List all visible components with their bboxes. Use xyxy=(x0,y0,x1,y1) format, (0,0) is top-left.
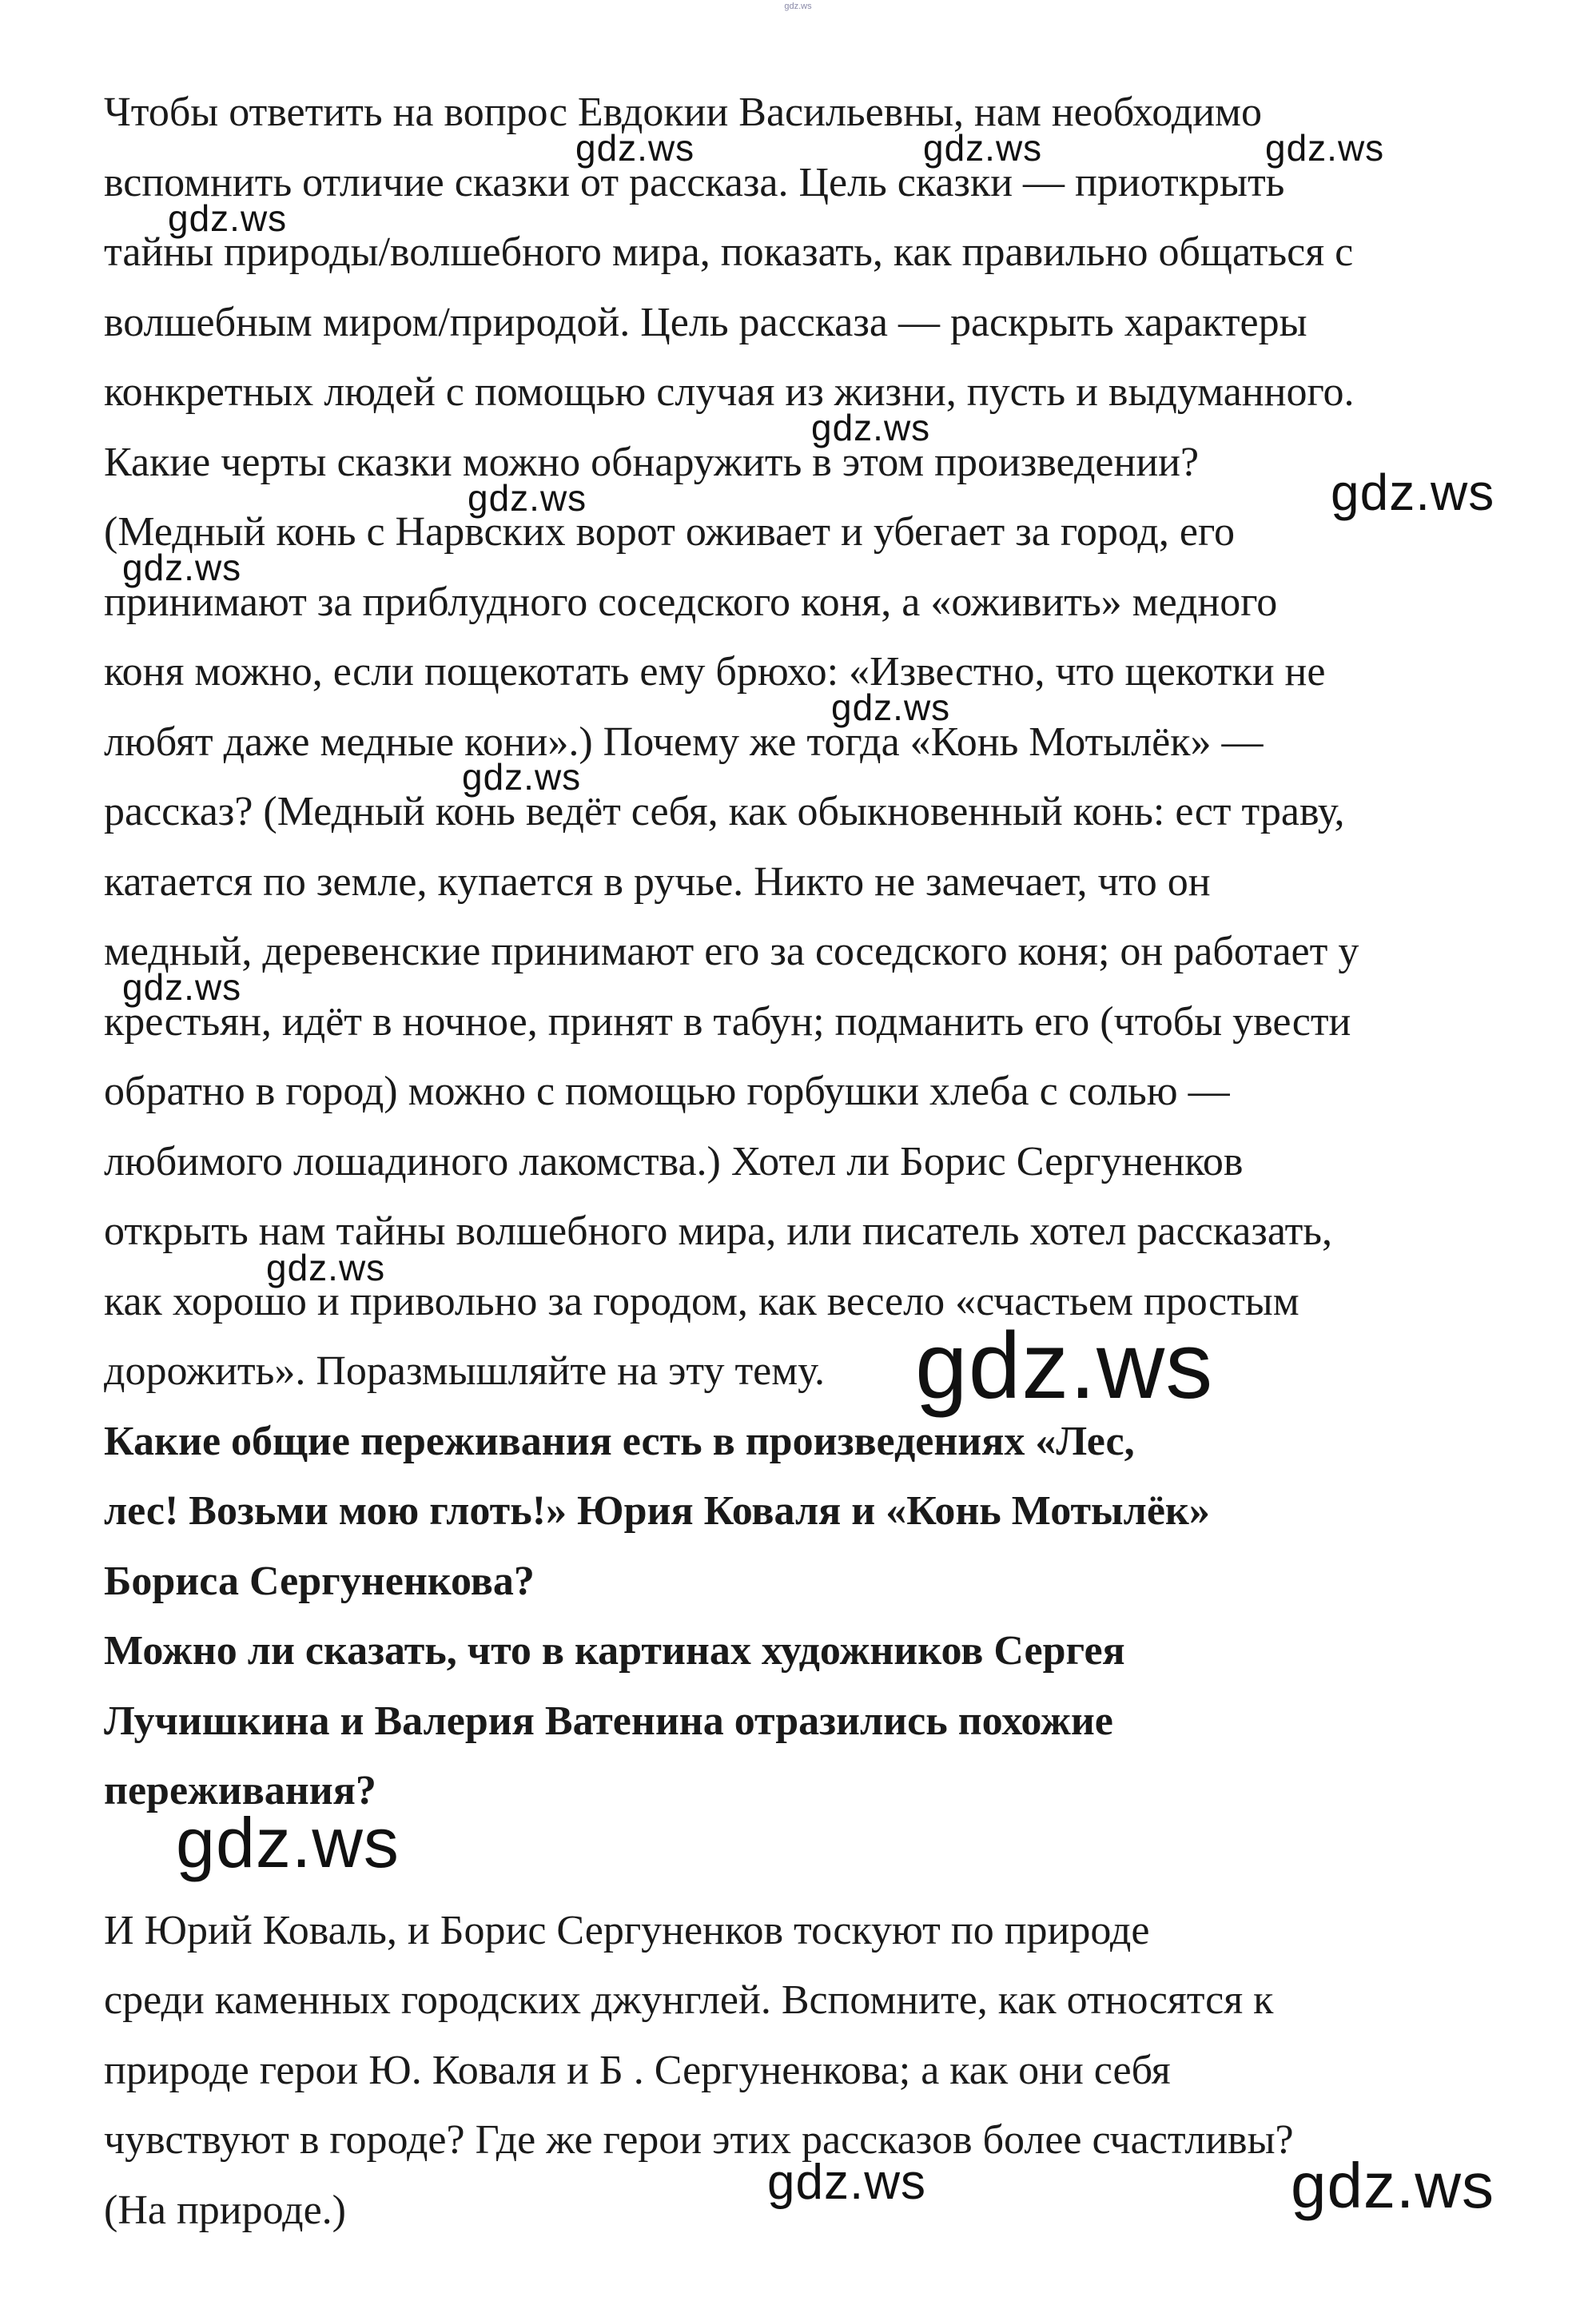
text-line: как хорошо и привольно за городом, как весело «счастьем простым xyxy=(104,1278,1299,1324)
question-line: Лучишкина и Валерия Ватенина отразились похожие xyxy=(104,1698,1113,1744)
watermark: gdz.ws xyxy=(575,127,695,169)
watermark: gdz.ws xyxy=(122,966,242,1008)
text-line: любимого лошадиного лакомства.) Хотел ли Борис Сергуненков xyxy=(104,1138,1244,1184)
text-line: природе герои Ю. Коваля и Б . Сергуненкова; а как они себя xyxy=(104,2047,1171,2093)
question-block xyxy=(104,1407,1542,1826)
watermark: gdz.ws xyxy=(168,197,288,239)
text-line: коня можно, если пощекотать ему брюхо: «Известно, что щекотки не xyxy=(104,649,1326,695)
text-line: открыть нам тайны волшебного мира, или писатель хотел рассказать, xyxy=(104,1208,1333,1254)
document-page xyxy=(104,78,1542,2245)
question-line: Можно ли сказать, что в картинах художников Сергея xyxy=(104,1628,1125,1674)
watermark: gdz.ws xyxy=(462,756,582,798)
text-line: вспомнить отличие сказки от рассказа. Цель сказки — приоткрыть xyxy=(104,159,1285,205)
watermark: gdz.ws xyxy=(915,1313,1214,1419)
text-line: (Медный конь с Нарвских ворот оживает и убегает за город, его xyxy=(104,509,1235,555)
text-line: принимают за приблудного соседского коня, а «оживить» медного xyxy=(104,579,1278,625)
text-line: (На природе.) xyxy=(104,2187,346,2233)
watermark: gdz.ws xyxy=(176,1803,400,1882)
text-line: тайны природы/волшебного мира, показать, как правильно общаться с xyxy=(104,229,1354,275)
text-line: крестьян, идёт в ночное, принят в табун; подманить его (чтобы увести xyxy=(104,998,1351,1045)
text-line: дорожить». Поразмышляйте на эту тему. xyxy=(104,1348,825,1394)
text-line: Чтобы ответить на вопрос Евдокии Васильевны, нам необходимо xyxy=(104,90,1262,135)
question-line: Какие общие переживания есть в произведениях «Лес, xyxy=(104,1418,1135,1464)
text-line: Какие черты сказки можно обнаружить в этом произведении? xyxy=(104,439,1200,485)
watermark: gdz.ws xyxy=(831,687,951,728)
text-line: чувствуют в городе? Где же герои этих рассказов более счастливы? xyxy=(104,2117,1294,2163)
watermark: gdz.ws xyxy=(811,407,931,448)
answer-paragraph-1 xyxy=(104,78,1542,1407)
watermark: gdz.ws xyxy=(767,2155,926,2210)
text-line: И Юрий Коваль, и Борис Сергуненков тоскуют по природе xyxy=(104,1907,1150,1953)
watermark: gdz.ws xyxy=(923,127,1043,169)
watermark: gdz.ws xyxy=(1331,464,1495,521)
watermark: gdz.ws xyxy=(468,477,587,519)
question-line: переживания? xyxy=(104,1768,376,1813)
top-watermark: gdz.ws xyxy=(784,2,812,11)
text-line: обратно в город) можно с помощью горбушки хлеба с солью — xyxy=(104,1069,1230,1114)
text-line: конкретных людей с помощью случая из жизни, пусть и выдуманного. xyxy=(104,369,1355,415)
text-line: среди каменных городских джунглей. Вспомните, как относятся к xyxy=(104,1977,1274,2023)
text-line: любят даже медные кони».) Почему же тогда «Конь Мотылёк» — xyxy=(104,719,1264,765)
text-line: волшебным миром/природой. Цель рассказа — раскрыть характеры xyxy=(104,299,1307,345)
text-line: медный, деревенские принимают его за соседского коня; он работает у xyxy=(104,929,1359,974)
text-line: катается по земле, купается в ручье. Никто не замечает, что он xyxy=(104,858,1211,905)
watermark: gdz.ws xyxy=(122,547,242,588)
text-line: рассказ? (Медный конь ведёт себя, как обыкновенный конь: ест траву, xyxy=(104,789,1345,834)
question-line: Бориса Сергуненкова? xyxy=(104,1558,535,1604)
watermark: gdz.ws xyxy=(1265,127,1385,169)
question-line: лес! Возьми мою глоть!» Юрия Коваля и «Конь Мотылёк» xyxy=(104,1488,1210,1534)
watermark: gdz.ws xyxy=(1291,2150,1495,2221)
watermark: gdz.ws xyxy=(266,1247,386,1288)
